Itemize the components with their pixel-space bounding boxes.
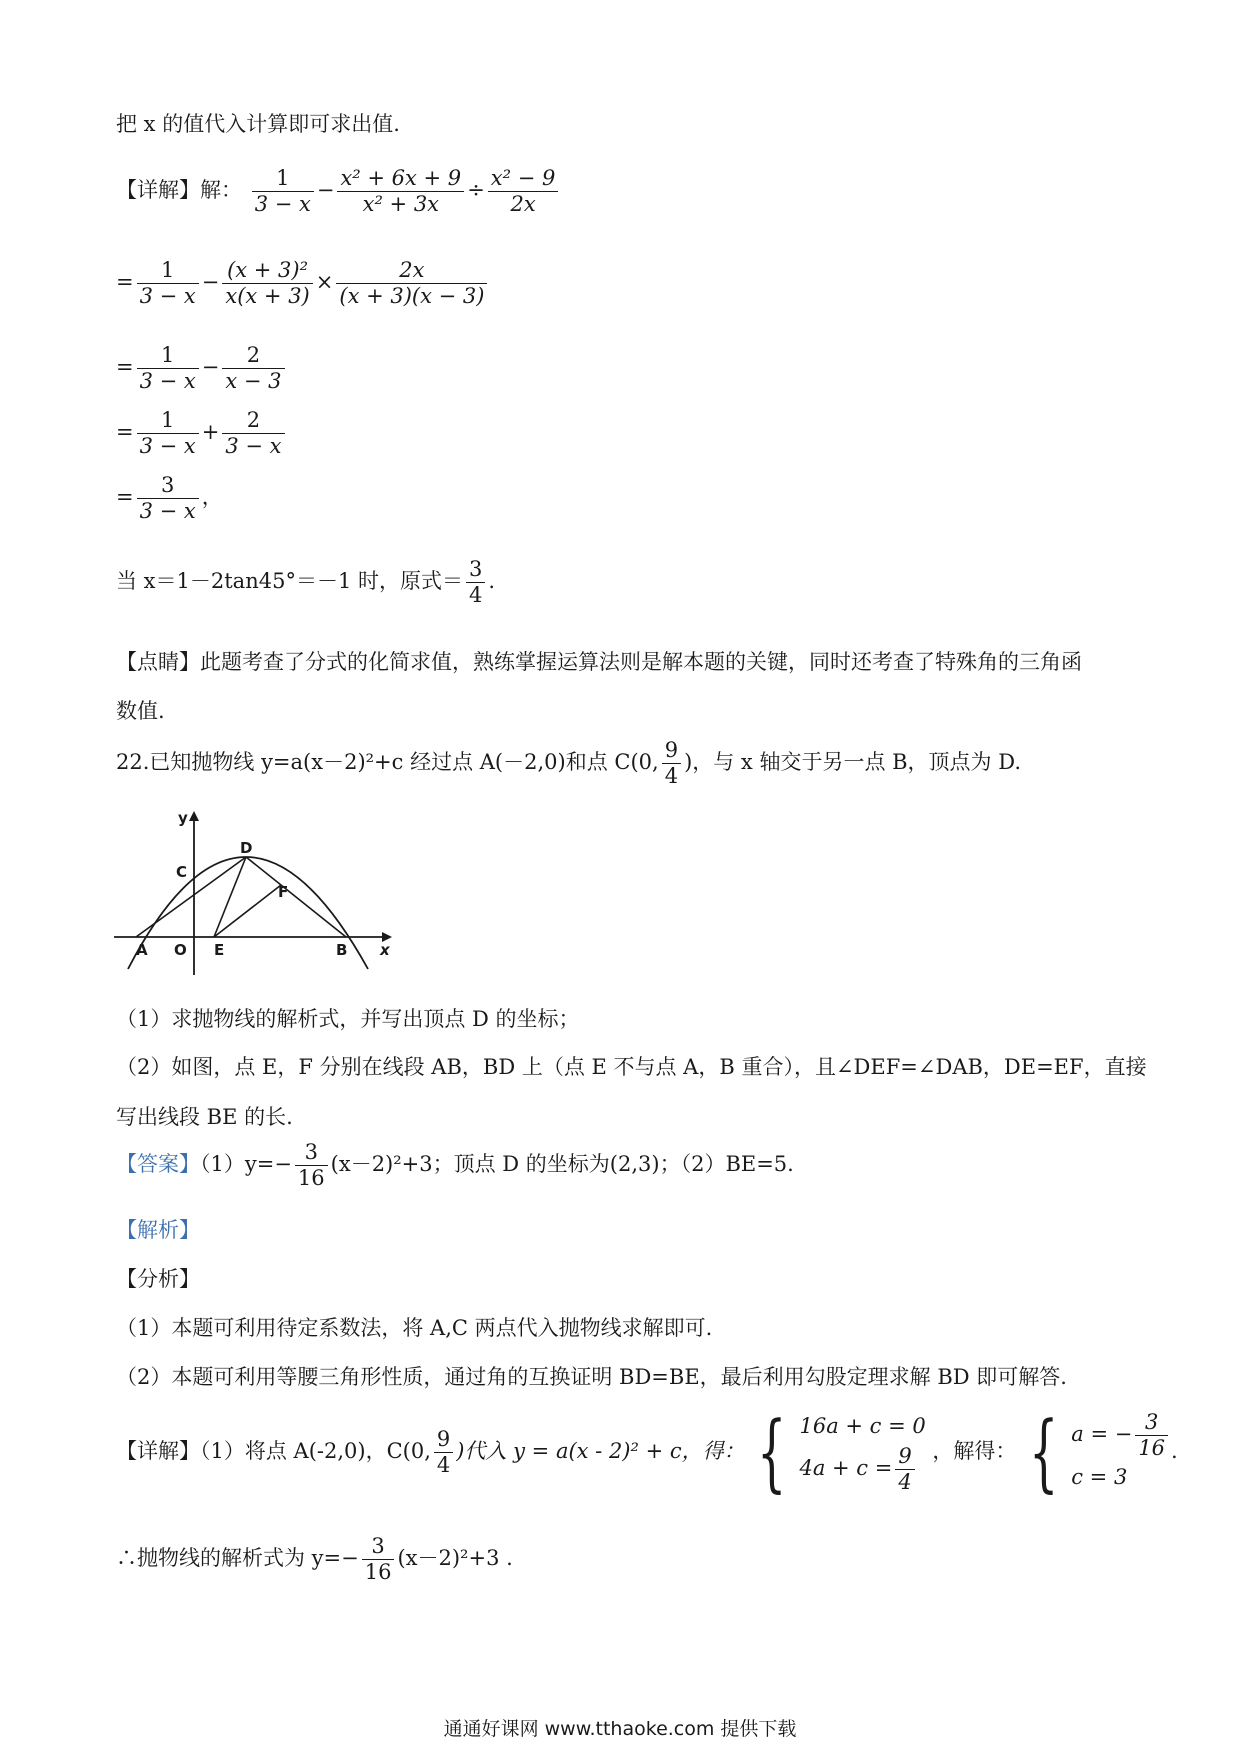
label-y: y xyxy=(178,809,188,827)
dianjing-line-1: 【点睛】此题考查了分式的化简求值，熟练掌握运算法则是解本题的关键，同时还考查了特殊角的三角函 xyxy=(116,650,1082,674)
label-b: B xyxy=(336,941,348,959)
fraction: $\frac{\text{x² + 6x + 9}}{\text{x² + 3x}}$ xyxy=(337,166,464,217)
fenxi-heading: 【分析】 xyxy=(116,1267,200,1291)
detail-tag: 【详解】 xyxy=(116,1438,200,1463)
solution-system: a = − $\frac{3}{16}$ c = 3 xyxy=(1071,1410,1171,1495)
label-x: x xyxy=(380,941,390,959)
fraction: $\frac{3}{16}$ xyxy=(295,1140,328,1191)
answer-tag: 【答案】 xyxy=(116,1152,200,1177)
expr-step-2: = $\frac{1}{3 - x}$ − $\frac{2}{x - 3}$ xyxy=(116,343,288,394)
part-2-line-2: 写出线段 BE 的长. xyxy=(116,1105,293,1129)
question-22: 22.已知抛物线 y=a(x－2)²+c 经过点 A(－2,0)和点 C(0, $\frac{9}{4}$ )，与 x 轴交于另一点 B，顶点为 D. xyxy=(116,738,1021,789)
evaluation-line: 当 x＝1－2tan45°＝－1 时，原式＝ $\frac{3}{4}$ . xyxy=(116,557,496,608)
dianjing-line-2: 数值. xyxy=(116,699,165,723)
fraction: $\frac{9}{4}$ xyxy=(662,738,681,789)
fraction: $\frac{3}{16}$ xyxy=(1135,1410,1168,1461)
dianjing-tag: 【点睛】 xyxy=(116,650,200,674)
fraction: $\frac{2x}{(x + 3)(x - 3)}$ xyxy=(336,258,487,309)
fraction: $\frac{\text{(x + 3)²}}{x(x + 3)}$ xyxy=(222,258,312,309)
label-e: E xyxy=(214,941,225,959)
left-brace: { xyxy=(757,1403,787,1502)
fraction: $\frac{1}{3 - x}$ xyxy=(137,408,199,459)
label-d: D xyxy=(240,839,253,857)
answer-line: 【答案】（1）y=− $\frac{3}{16}$ (x－2)²+3；顶点 D 的坐标为(2,3)；（2）BE=5. xyxy=(116,1140,794,1191)
detail-solution: 【详解】（1）将点 A(-2,0)，C(0, $\frac{9}{4}$ )代入 y = a(x - 2)² + c，得： { 16a + c = 0 4a + c = $\frac{9}{4}$ ，解得： { a = − $\frac{3}{16}$ c = 3 . xyxy=(116,1403,1178,1502)
expr-step-1: = $\frac{1}{3 - x}$ − $\frac{\text{(x + 3)²}}{x(x + 3)}$ × $\frac{2x}{(x + 3)(x - 3)}$ xyxy=(116,258,490,309)
equation-system: 16a + c = 0 4a + c = $\frac{9}{4}$ xyxy=(799,1414,926,1494)
fraction: $\frac{2}{3 - x}$ xyxy=(222,408,284,459)
intro-line: 把 x 的值代入计算即可求出值. xyxy=(116,112,400,136)
expr-given: 【详解】解： $\frac{1}{3 - x}$ − $\frac{\text{x² + 6x + 9}}{\text{x² + 3x}}$ ÷ $\frac{\text{x² − 9}}{2x}$ xyxy=(116,166,561,217)
parabola-curve xyxy=(128,857,368,969)
jiexi-heading: 【解析】 xyxy=(116,1218,200,1242)
fraction: $\frac{1}{3 - x}$ xyxy=(252,166,314,217)
left-brace: { xyxy=(1029,1403,1059,1502)
analysis-2: （2）本题可利用等腰三角形性质，通过角的互换证明 BD=BE，最后利用勾股定理求解 BD 即可解答. xyxy=(116,1365,1067,1389)
y-axis-arrow xyxy=(189,811,199,821)
expr-step-4: = $\frac{3}{3 - x}$ ， xyxy=(116,473,223,524)
label-c: C xyxy=(176,863,188,881)
fraction: $\frac{1}{3 - x}$ xyxy=(137,343,199,394)
result-line: ∴抛物线的解析式为 y=− $\frac{3}{16}$ (x－2)²+3 . xyxy=(116,1534,513,1585)
segment-db xyxy=(246,857,346,937)
detail-tag: 【详解】 xyxy=(116,178,200,203)
fraction: $\frac{9}{4}$ xyxy=(895,1444,914,1495)
analysis-1: （1）本题可利用待定系数法，将 A,C 两点代入抛物线求解即可. xyxy=(116,1316,713,1340)
fraction: $\frac{3}{16}$ xyxy=(362,1534,395,1585)
fraction: $\frac{3}{3 - x}$ xyxy=(137,473,199,524)
expr-step-3: = $\frac{1}{3 - x}$ + $\frac{2}{3 - x}$ xyxy=(116,408,288,459)
fraction: $\frac{9}{4}$ xyxy=(434,1427,453,1478)
label-f: F xyxy=(278,883,289,901)
fraction: $\frac{1}{3 - x}$ xyxy=(137,258,199,309)
parabola-figure xyxy=(110,805,400,980)
label-a: A xyxy=(136,941,148,959)
part-1: （1）求抛物线的解析式，并写出顶点 D 的坐标； xyxy=(116,1007,580,1031)
fraction: $\frac{3}{4}$ xyxy=(466,557,485,608)
fraction: $\frac{\text{x² − 9}}{2x}$ xyxy=(488,166,559,217)
part-2-line-1: （2）如图，点 E，F 分别在线段 AB，BD 上（点 E 不与点 A，B 重合），且∠DEF=∠DAB，DE=EF，直接 xyxy=(116,1055,1147,1079)
footer: 通通好课网 www.tthaoke.com 提供下载 xyxy=(443,1718,797,1740)
label-o: O xyxy=(174,941,187,959)
fraction: $\frac{2}{x - 3}$ xyxy=(222,343,284,394)
